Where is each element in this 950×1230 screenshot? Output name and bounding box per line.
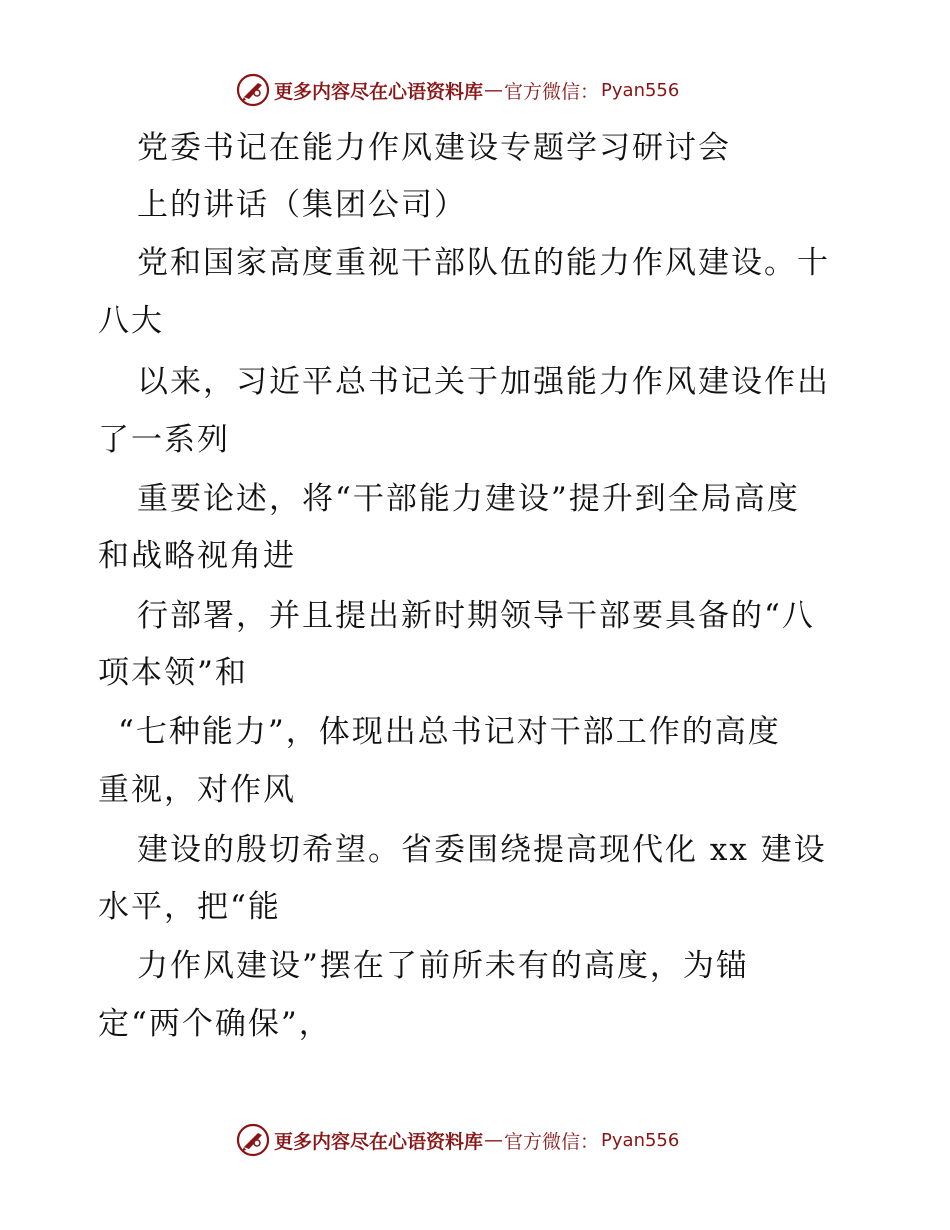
body-line: 重视，对作风 [98,772,296,808]
header-dash: — [484,79,504,101]
body-line: 行部署，并且提出新时期领导干部要具备的“八 [137,598,815,634]
title-line-1: 党委书记在能力作风建设专题学习研讨会 [137,130,731,166]
body-line: 和战略视角进 [98,538,296,574]
header-banner [236,72,679,108]
header-wechat-id: Pyan556 [601,79,680,101]
footer-site-text: 更多内容尽在心语资料库 [274,1130,484,1153]
header-wechat-label: 官方微信： [504,80,600,103]
body-line: 八大 [98,303,164,339]
body-line: 以来，习近平总书记关于加强能力作风建设作出 [137,364,830,400]
body-line: 建设的殷切希望。省委围绕提高现代化 xx 建设 [137,832,827,868]
body-line: 了一系列 [98,422,230,458]
footer-wechat-id: Pyan556 [601,1129,680,1151]
body-line: “七种能力”，体现出总书记对干部工作的高度 [118,714,781,750]
title-line-2: 上的讲话（集团公司） [137,187,467,223]
footer-banner [236,1122,679,1158]
body-line: 定“两个确保”， [98,1006,332,1042]
pen-logo-icon [236,1123,270,1157]
body-line: 项本领”和 [98,655,248,691]
body-line: 水平，把“能 [98,889,281,925]
body-line: 党和国家高度重视干部队伍的能力作风建设。十 [137,245,830,281]
footer-wechat-label: 官方微信： [504,1130,600,1153]
footer-dash: — [484,1129,504,1151]
pen-logo-icon [236,73,270,107]
body-line: 力作风建设”摆在了前所未有的高度，为锚 [137,948,749,984]
header-site-text: 更多内容尽在心语资料库 [274,80,484,103]
body-line: 重要论述，将“干部能力建设”提升到全局高度 [137,481,800,517]
